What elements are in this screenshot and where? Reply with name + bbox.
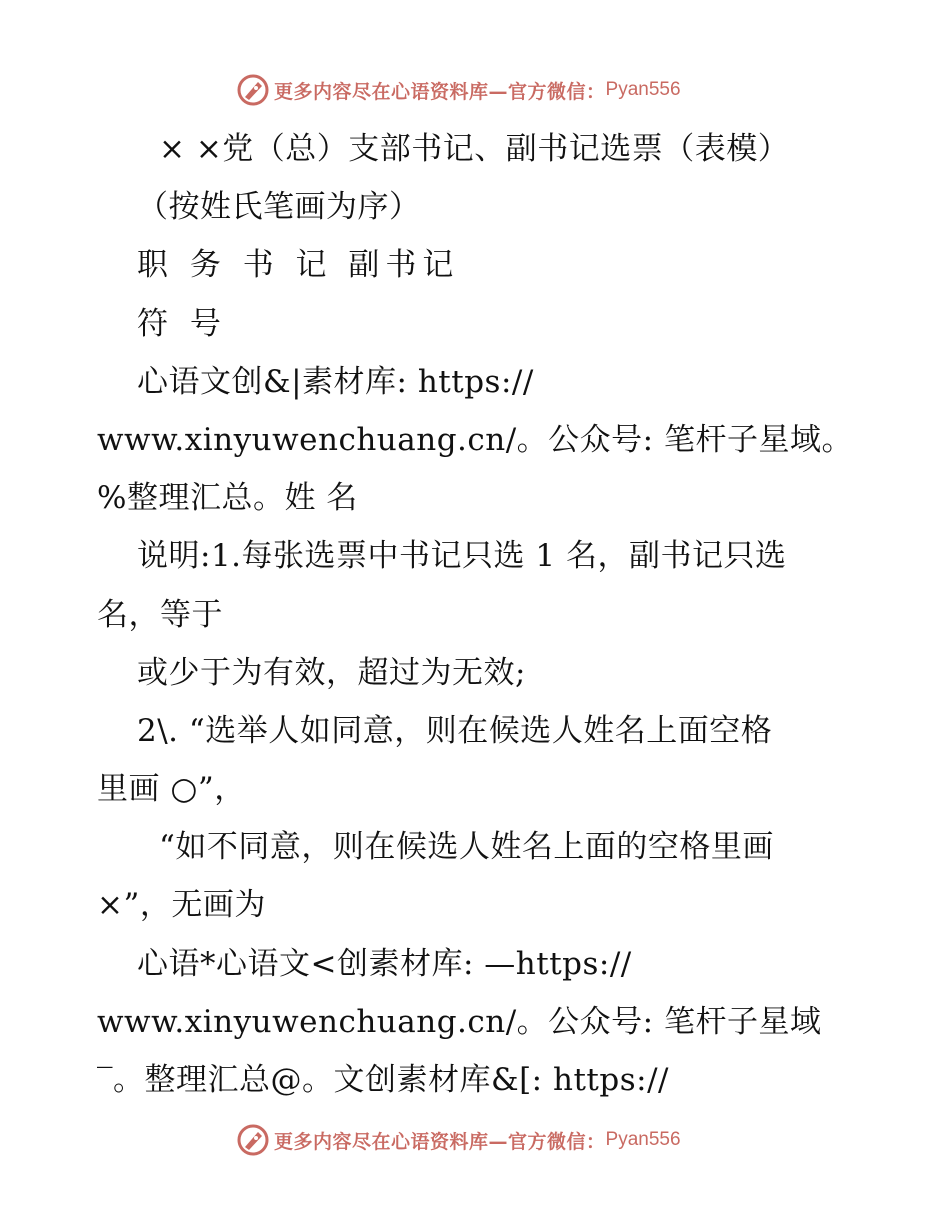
text-line: 心语文创&|素材库: https://: [137, 363, 534, 400]
instructions-line: 2\. “选举人如同意，则在候选人姓名上面空格: [137, 712, 773, 749]
instructions-line: ×”，无画为: [97, 887, 266, 924]
ballot-title: × ×党（总）支部书记、副书记选票（表模）: [159, 131, 790, 167]
watermark-text: 更多内容尽在心语资料库—官方微信：: [274, 1130, 606, 1153]
watermark-wechat-id: Pyan556: [605, 1129, 681, 1150]
pen-nib-logo-icon: [236, 73, 270, 107]
table-header-position: 职 务 书 记 副书记: [137, 247, 460, 284]
watermark-banner-top: [236, 72, 681, 108]
ballot-subtitle: （按姓氏笔画为序）: [137, 189, 421, 226]
instructions-line: 说明:1.每张选票中书记只选 1 名，副书记只选: [137, 538, 787, 575]
text-line: www.xinyuwenchuang.cn/。公众号: 笔杆子星域。: [97, 421, 853, 458]
instructions-line: “如不同意，则在候选人姓名上面的空格里画: [159, 829, 774, 866]
instructions-line: 或少于为有效，超过为无效;: [137, 654, 526, 691]
watermark-text: 更多内容尽在心语资料库—官方微信：: [274, 80, 606, 103]
watermark-wechat-id: Pyan556: [605, 79, 681, 100]
text-line: 心语*心语文<创素材库: —https://: [137, 945, 632, 982]
table-header-symbol: 符 号: [137, 305, 227, 342]
text-line: www.xinyuwenchuang.cn/。公众号: 笔杆子星域: [97, 1003, 822, 1040]
text-line: ‾。整理汇总@。文创素材库&[: https://: [97, 1062, 669, 1098]
instructions-line: 名，等于: [97, 596, 223, 633]
document-body: [97, 120, 857, 1109]
pen-nib-logo-icon: [236, 1123, 270, 1157]
table-header-name: %整理汇总。姓 名: [97, 480, 358, 517]
watermark-banner-bottom: [236, 1122, 681, 1158]
instructions-line: 里画 ○”，: [97, 771, 246, 808]
